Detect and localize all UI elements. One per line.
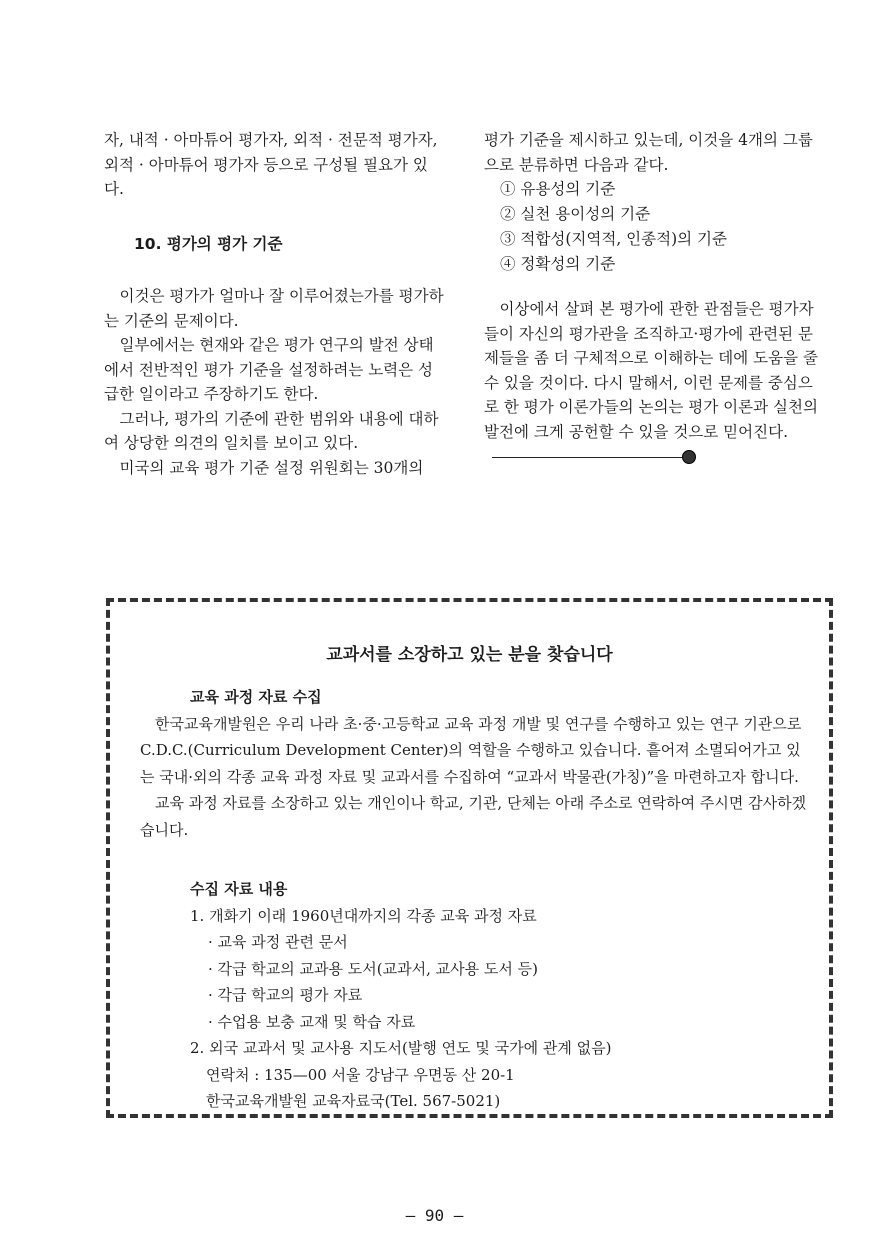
list-item: ③ 적합성(지역적, 인종적)의 기준 bbox=[500, 230, 727, 248]
contents-list bbox=[190, 903, 808, 1062]
list-item-text: 1. 개화기 이래 1960년대까지의 각종 교육 과정 자료 bbox=[190, 906, 537, 925]
paragraph: 교육 과정 자료를 소장하고 있는 개인이나 학교, 기관, 단체는 아래 주소로 연락하여 주시면 감사하겠습니다. bbox=[140, 794, 807, 839]
notice-section-collection bbox=[140, 684, 808, 843]
section-heading: 10. 평가의 평가 기준 bbox=[134, 234, 283, 253]
paragraph: 일부에서는 현재와 같은 평가 연구의 발전 상태에서 전반적인 평가 기준을 설정하려는 노력은 성급한 일이라고 주장하기도 한다. bbox=[104, 336, 434, 403]
sub-list-item: · 각급 학교의 평가 자료 bbox=[208, 982, 808, 1009]
paragraph bbox=[484, 297, 824, 469]
section-heading: 교육 과정 자료 수집 bbox=[190, 688, 322, 706]
notice-title: 교과서를 소장하고 있는 분을 찾습니다 bbox=[326, 645, 613, 665]
list-item bbox=[190, 903, 808, 1036]
paragraph: 평가 기준을 제시하고 있는데, 이것을 4개의 그룹으로 분류하면 다음과 같다. bbox=[484, 131, 813, 174]
sub-list-item: · 수업용 보충 교재 및 학습 자료 bbox=[208, 1009, 808, 1036]
end-rule bbox=[492, 457, 682, 458]
list-item: ② 실천 용이성의 기준 bbox=[500, 205, 651, 223]
left-column bbox=[104, 128, 444, 480]
sub-list-item: · 각급 학교의 교과용 도서(교과서, 교사용 도서 등) bbox=[208, 956, 808, 983]
paragraph: 자, 내적 · 아마튜어 평가자, 외적 · 전문적 평가자, 외적 · 아마튜어 평가자 등으로 구성될 필요가 있다. bbox=[104, 131, 438, 198]
contact-address: 연락처 : 135—00 서울 강남구 우면동 산 20-1 bbox=[206, 1065, 515, 1084]
sub-list-item: · 교육 과정 관련 문서 bbox=[208, 929, 808, 956]
list-item: ① 유용성의 기준 bbox=[500, 180, 616, 198]
contact-office: 한국교육개발원 교육자료국(Tel. 567-5021) bbox=[206, 1092, 501, 1110]
notice-box bbox=[106, 598, 833, 1118]
paragraph: 한국교육개발원은 우리 나라 초·중·고등학교 교육 과정 개발 및 연구를 수행하고 있는 연구 기관으로 C.D.C.(Curriculum Development Center)의 역할을 수행하고 있습니다. 흩어져 소멸되어가고 있는 국내·외의 각종 교육 과정 자료 및 교과서를 수집하여 “교과서 박물관(가칭)”을 마련하고자 합니다. bbox=[140, 714, 802, 786]
paragraph: 그러나, 평가의 기준에 관한 범위와 내용에 대하여 상당한 의견의 일치를 보이고 있다. bbox=[104, 409, 439, 452]
list-item: 2. 외국 교과서 및 교사용 지도서(발행 연도 및 국가에 관계 없음) bbox=[190, 1039, 612, 1057]
paragraph-text: 이상에서 살펴 본 평가에 관한 관점들은 평가자들이 자신의 평가관을 조직하고·평가에 관련된 문제들을 좀 더 구체적으로 이해하는 데에 도움을 줄 수 있을 것이다. 다시 말해서, 이런 문제를 중심으로 한 평가 이론가들의 논의는 평가 이론과 실천의 발전에 크게 공헌할 수 있을 것으로 믿어진다. bbox=[484, 300, 818, 441]
paragraph: 미국의 교육 평가 기준 설정 위원회는 30개의 bbox=[119, 458, 424, 477]
paragraph: 이것은 평가가 얼마나 잘 이루어졌는가를 평가하는 기준의 문제이다. bbox=[104, 287, 444, 330]
right-column bbox=[484, 128, 824, 469]
section-heading: 수집 자료 내용 bbox=[190, 880, 288, 898]
sub-list bbox=[208, 929, 808, 1035]
notice-section-contents bbox=[140, 876, 808, 1115]
list-item: ④ 정확성의 기준 bbox=[500, 255, 616, 273]
criteria-list bbox=[500, 177, 824, 277]
end-mark-icon bbox=[682, 450, 696, 464]
page-number: — 90 — bbox=[405, 1206, 464, 1225]
